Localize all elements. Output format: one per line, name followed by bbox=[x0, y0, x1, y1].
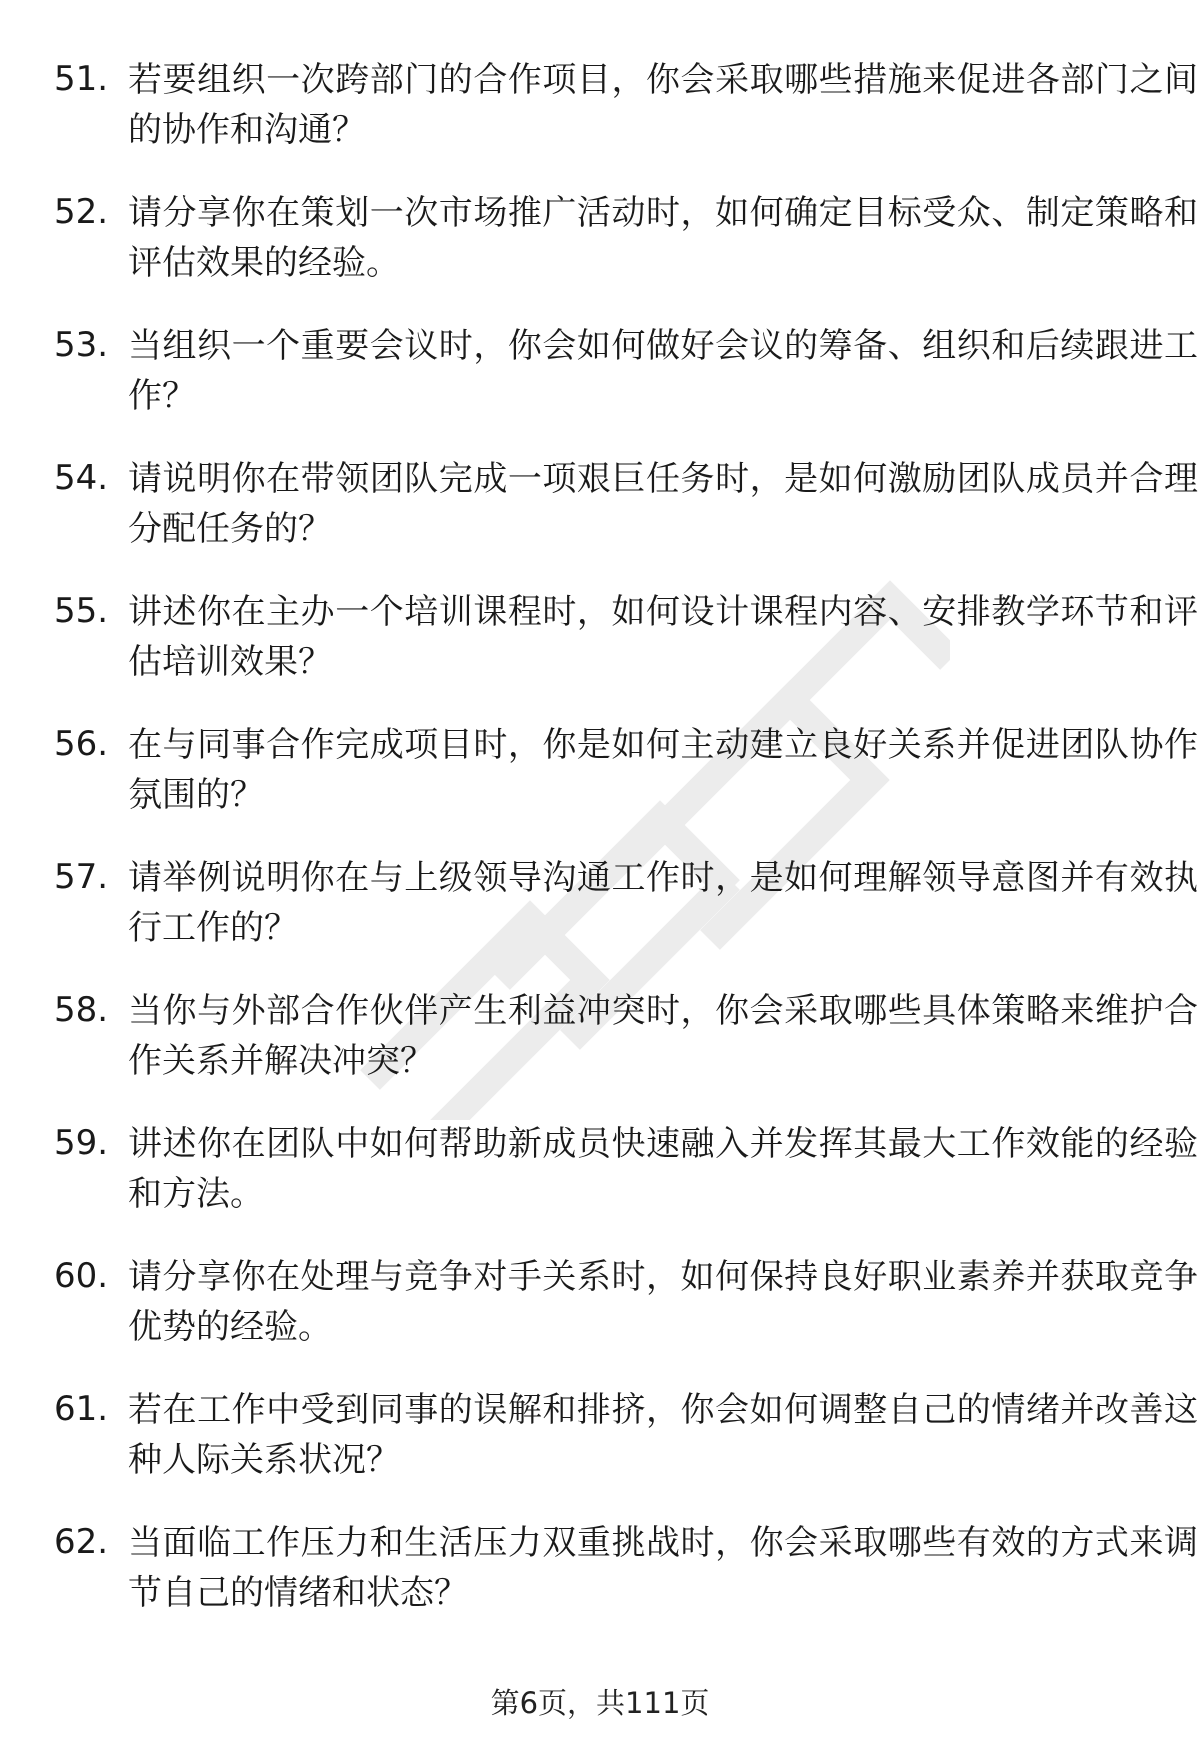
question-item bbox=[54, 188, 1198, 321]
question-item bbox=[54, 853, 1198, 986]
question-text: 当你与外部合作伙伴产生利益冲突时，你会采取哪些具体策略来维护合作关系并解决冲突？ bbox=[128, 991, 1198, 1081]
question-number: 57. bbox=[54, 857, 109, 897]
question-number: 59. bbox=[54, 1123, 109, 1163]
question-item bbox=[54, 1385, 1198, 1518]
question-text: 请说明你在带领团队完成一项艰巨任务时，是如何激励团队成员并合理分配任务的？ bbox=[128, 459, 1198, 549]
question-item bbox=[54, 454, 1198, 587]
question-item bbox=[54, 1119, 1198, 1252]
question-text: 当组织一个重要会议时，你会如何做好会议的筹备、组织和后续跟进工作？ bbox=[128, 326, 1198, 416]
question-text: 当面临工作压力和生活压力双重挑战时，你会采取哪些有效的方式来调节自己的情绪和状态？ bbox=[128, 1523, 1198, 1613]
question-item bbox=[54, 321, 1198, 454]
question-text: 若要组织一次跨部门的合作项目，你会采取哪些措施来促进各部门之间的协作和沟通？ bbox=[128, 60, 1198, 150]
question-item bbox=[54, 1518, 1198, 1651]
question-text: 讲述你在主办一个培训课程时，如何设计课程内容、安排教学环节和评估培训效果？ bbox=[128, 592, 1198, 682]
question-item bbox=[54, 587, 1198, 720]
question-text: 在与同事合作完成项目时，你是如何主动建立良好关系并促进团队协作氛围的？ bbox=[128, 725, 1198, 815]
question-number: 58. bbox=[54, 990, 109, 1030]
question-number: 51. bbox=[54, 59, 109, 99]
page-footer: 第6页，共111页 bbox=[490, 1686, 710, 1720]
question-item bbox=[54, 55, 1198, 188]
question-number: 52. bbox=[54, 192, 109, 232]
question-text: 讲述你在团队中如何帮助新成员快速融入并发挥其最大工作效能的经验和方法。 bbox=[128, 1124, 1198, 1214]
question-number: 54. bbox=[54, 458, 109, 498]
question-number: 60. bbox=[54, 1256, 109, 1296]
question-text: 若在工作中受到同事的误解和排挤，你会如何调整自己的情绪并改善这种人际关系状况？ bbox=[128, 1390, 1198, 1480]
question-number: 56. bbox=[54, 724, 109, 764]
question-number: 53. bbox=[54, 325, 109, 365]
question-text: 请举例说明你在与上级领导沟通工作时，是如何理解领导意图并有效执行工作的？ bbox=[128, 858, 1198, 948]
question-item bbox=[54, 1252, 1198, 1385]
question-number: 62. bbox=[54, 1522, 109, 1562]
question-text: 请分享你在策划一次市场推广活动时，如何确定目标受众、制定策略和评估效果的经验。 bbox=[128, 193, 1198, 283]
question-number: 55. bbox=[54, 591, 109, 631]
question-text: 请分享你在处理与竞争对手关系时，如何保持良好职业素养并获取竞争优势的经验。 bbox=[128, 1257, 1198, 1347]
question-item bbox=[54, 986, 1198, 1119]
question-item bbox=[54, 720, 1198, 853]
question-list bbox=[54, 55, 1198, 1651]
question-number: 61. bbox=[54, 1389, 109, 1429]
